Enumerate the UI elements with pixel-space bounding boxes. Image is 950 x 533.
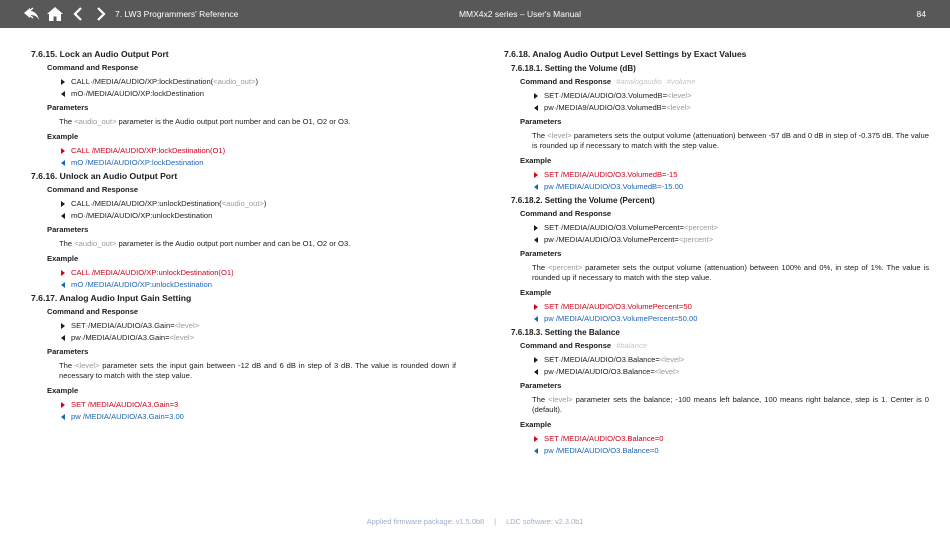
arrow-left-icon (534, 184, 538, 190)
response-line: pw·/MEDIA/AUDIO/A3.Gain=<level> (61, 332, 456, 344)
chapter-title: 7. LW3 Programmers' Reference (115, 9, 239, 19)
example-label: Example (47, 132, 79, 141)
parameters-label: Parameters (520, 117, 562, 126)
subsection-title: 7.6.18.1. Setting the Volume (dB) (511, 64, 636, 73)
arrow-left-icon (61, 335, 65, 341)
arrow-right-icon (534, 172, 538, 178)
arrow-left-icon (534, 448, 538, 454)
section-title: 7.6.17. Analog Audio Input Gain Setting (31, 293, 192, 303)
parameters-text: The <level> parameter sets the balance; -100 means left balance, 100 means right balance, step is 1. Center is 0 (default). (532, 395, 929, 414)
arrow-right-icon (61, 402, 65, 408)
arrow-left-icon (534, 316, 538, 322)
left-column (31, 47, 456, 423)
response-line: mO·/MEDIA/AUDIO/XP:unlockDestination (61, 210, 456, 222)
arrow-left-icon (61, 282, 65, 288)
example-response: pw /MEDIA/AUDIO/O3.VolumePercent=50.00 (534, 313, 929, 325)
example-command: CALL /MEDIA/AUDIO/XP:lockDestination(O1) (61, 145, 456, 157)
parameters-text: The <audio_out> parameter is the Audio output port number and can be O1, O2 or O3. (59, 239, 351, 248)
arrow-left-icon (61, 414, 65, 420)
parameters-text: The <level> parameters sets the output volume (attenuation) between -57 dB and 0 dB in step of -0.375 dB. The value is rounded up if necessary to match with the step value. (532, 131, 929, 150)
arrow-right-icon (534, 357, 538, 363)
response-line: mO·/MEDIA/AUDIO/XP:lockDestination (61, 88, 456, 100)
parameters-label: Parameters (520, 381, 562, 390)
arrow-right-icon (534, 304, 538, 310)
arrow-left-icon (534, 105, 538, 111)
command-label: Command and Response (47, 63, 139, 72)
arrow-left-icon (61, 160, 65, 166)
example-response: mO /MEDIA/AUDIO/XP:lockDestination (61, 157, 456, 169)
hashtag[interactable]: #volume (666, 77, 696, 86)
header-bar (0, 0, 950, 28)
command-line: SET·/MEDIA/AUDIO/O3.Balance=<level> (534, 354, 929, 366)
arrow-right-icon (61, 201, 65, 207)
section-title: 7.6.15. Lock an Audio Output Port (31, 49, 169, 59)
example-command: SET /MEDIA/AUDIO/A3.Gain=3 (61, 399, 456, 411)
example-label: Example (520, 288, 552, 297)
command-line: SET·/MEDIA/AUDIO/O3.VolumedB=<level> (534, 90, 929, 102)
right-column (504, 47, 929, 457)
hashtag[interactable]: #balance (616, 341, 647, 350)
parameters-label: Parameters (520, 249, 562, 258)
example-command: CALL /MEDIA/AUDIO/XP:unlockDestination(O1) (61, 267, 456, 279)
command-label: Command and Response (47, 185, 139, 194)
footer-separator: | (494, 517, 497, 526)
arrow-left-icon (61, 91, 65, 97)
arrow-left-icon (534, 369, 538, 375)
section-title: 7.6.18. Analog Audio Output Level Settings by Exact Values (504, 49, 747, 59)
firmware-version: Applied firmware package: v1.5.0b8 (366, 517, 485, 526)
command-label: Command and Response (47, 307, 139, 316)
software-version: LDC software: v2.3.0b1 (506, 517, 584, 526)
manual-title: MMX4x2 series – User's Manual (458, 9, 582, 19)
parameters-text: The <percent> parameter sets the output volume (attenuation) between 100% and 0%, in step of 1%. The value is rounded up if necessary to match with the step value. (532, 263, 930, 282)
example-label: Example (47, 386, 79, 395)
arrow-right-icon (534, 93, 538, 99)
arrow-right-icon (61, 323, 65, 329)
arrow-right-icon (61, 270, 65, 276)
parameters-text: The <audio_out> parameter is the Audio output port number and can be O1, O2 or O3. (59, 117, 351, 126)
parameters-text: The <level> parameter sets the input gain between -12 dB and 6 dB in step of 3 dB. The value is rounded down if necessary to match with the step value. (59, 361, 456, 380)
command-line: CALL·/MEDIA/AUDIO/XP:unlockDestination(<audio_out>) (61, 198, 456, 210)
footer (0, 517, 950, 526)
example-command: SET /MEDIA/AUDIO/O3.Balance=0 (534, 433, 929, 445)
response-line: pw·/MEDIA/AUDIO/O3.VolumePercent=<percent> (534, 234, 929, 246)
example-response: pw /MEDIA/AUDIO/O3.Balance=0 (534, 445, 929, 457)
example-label: Example (520, 156, 552, 165)
arrow-left-icon (534, 237, 538, 243)
arrow-right-icon (534, 225, 538, 231)
command-line: SET·/MEDIA/AUDIO/A3.Gain=<level> (61, 320, 456, 332)
parameters-label: Parameters (47, 225, 89, 234)
command-label: Command and Response #balance (520, 341, 647, 350)
example-label: Example (520, 420, 552, 429)
example-response: pw /MEDIA/AUDIO/A3.Gain=3.00 (61, 411, 456, 423)
example-command: SET /MEDIA/AUDIO/O3.VolumePercent=50 (534, 301, 929, 313)
command-line: SET·/MEDIA/AUDIO/O3.VolumePercent=<percent> (534, 222, 929, 234)
parameters-label: Parameters (47, 347, 89, 356)
command-line: CALL·/MEDIA/AUDIO/XP:lockDestination(<audio_out>) (61, 76, 456, 88)
example-response: mO /MEDIA/AUDIO/XP:unlockDestination (61, 279, 456, 291)
parameters-label: Parameters (47, 103, 89, 112)
hashtag[interactable]: #analogaudio (616, 77, 662, 86)
arrow-right-icon (61, 79, 65, 85)
command-label: Command and Response (520, 209, 612, 218)
subsection-title: 7.6.18.2. Setting the Volume (Percent) (511, 196, 655, 205)
arrow-right-icon (61, 148, 65, 154)
page-number: 84 (916, 9, 926, 19)
command-label: Command and Response #analogaudio #volume (520, 77, 696, 86)
response-line: pw·/MEDIA9/AUDIO/O3.VolumedB=<level> (534, 102, 929, 114)
subsection-title: 7.6.18.3. Setting the Balance (511, 328, 620, 337)
response-line: pw·/MEDIA/AUDIO/O3.Balance=<level> (534, 366, 929, 378)
arrow-left-icon (61, 213, 65, 219)
example-response: pw /MEDIA/AUDIO/O3.VolumedB=-15.00 (534, 181, 929, 193)
arrow-right-icon (534, 436, 538, 442)
section-title: 7.6.16. Unlock an Audio Output Port (31, 171, 178, 181)
example-command: SET /MEDIA/AUDIO/O3.VolumedB=-15 (534, 169, 929, 181)
example-label: Example (47, 254, 79, 263)
